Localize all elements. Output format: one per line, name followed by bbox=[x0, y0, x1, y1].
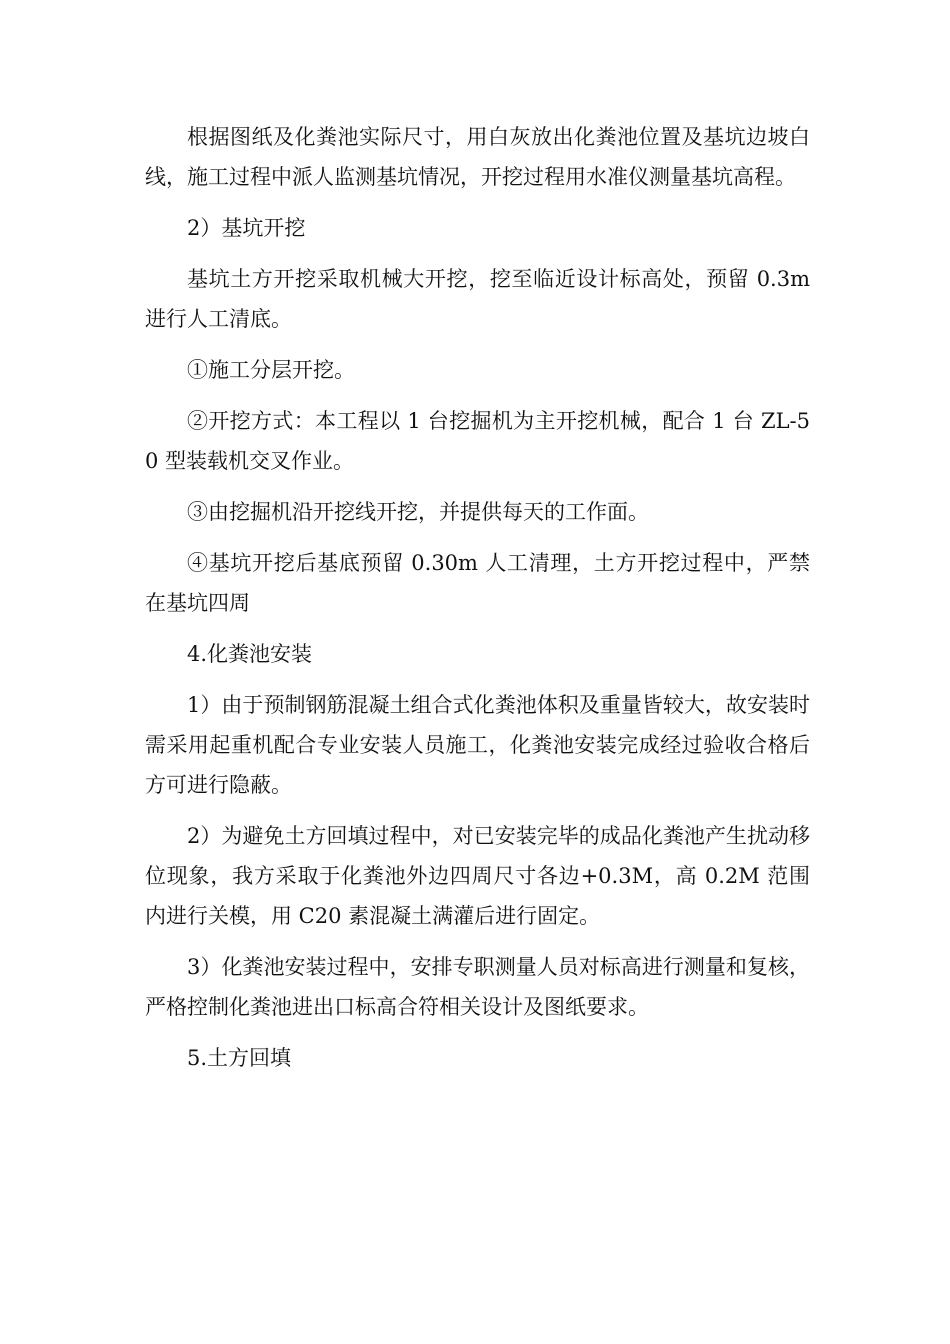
list-item-layered-excavation: ①施工分层开挖。 bbox=[187, 358, 355, 382]
paragraph-excavation-method: 基坑土方开挖采取机械大开挖，挖至临近设计标高处，预留 0.3m 进行人工清底。 bbox=[145, 267, 810, 331]
heading-excavation: 2）基坑开挖 bbox=[187, 216, 306, 240]
paragraph-installation-fixing: 2）为避免土方回填过程中，对已安装完毕的成品化粪池产生扰动移位现象，我方采取于化粪池外边四周尺寸各边+0.3M，高 0.2M 范围内进行关模，用 C20 素混凝土满灌后进行固定。 bbox=[145, 824, 810, 928]
paragraph-layout-intro: 根据图纸及化粪池实际尺寸，用白灰放出化粪池位置及基坑边坡白线，施工过程中派人监测基坑情况，开挖过程用水准仪测量基坑高程。 bbox=[145, 125, 810, 189]
paragraph-installation-survey: 3）化粪池安装过程中，安排专职测量人员对标高进行测量和复核，严格控制化粪池进出口标高合符相关设计及图纸要求。 bbox=[145, 955, 810, 1019]
document-body bbox=[145, 117, 810, 1089]
heading-backfill: 5.土方回填 bbox=[187, 1046, 292, 1070]
heading-septic-installation: 4.化粪池安装 bbox=[187, 642, 313, 666]
list-item-excavation-mode: ②开挖方式：本工程以 1 台挖掘机为主开挖机械，配合 1 台 ZL-50 型装载机交叉作业。 bbox=[145, 409, 810, 473]
list-item-manual-cleanup: ④基坑开挖后基底预留 0.30m 人工清理，土方开挖过程中，严禁在基坑四周 bbox=[145, 551, 810, 615]
paragraph-installation-crane: 1）由于预制钢筋混凝土组合式化粪池体积及重量皆较大，故安装时需采用起重机配合专业安装人员施工，化粪池安装完成经过验收合格后方可进行隐蔽。 bbox=[145, 693, 810, 797]
list-item-excavator-line: ③由挖掘机沿开挖线开挖，并提供每天的工作面。 bbox=[187, 500, 649, 524]
